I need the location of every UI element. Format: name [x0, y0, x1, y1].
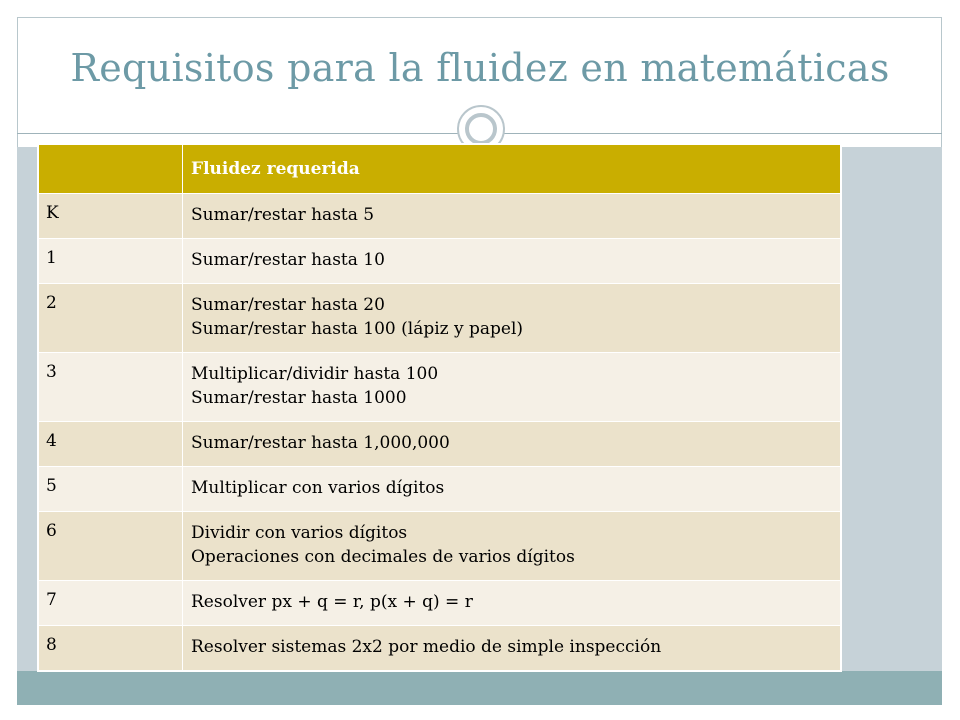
requirement-cell: [183, 239, 841, 284]
table-row: [39, 422, 841, 467]
requirement-line: Sumar/restar hasta 1,000,000: [191, 433, 450, 453]
requirement-line: Sumar/restar hasta 100 (lápiz y papel): [191, 319, 524, 339]
table-row: [39, 626, 841, 671]
grade-cell: 7: [39, 581, 183, 626]
requirement-cell: [183, 194, 841, 239]
table-row: [39, 512, 841, 581]
table-row: [39, 284, 841, 353]
bottom-band: [17, 671, 942, 705]
requirement-cell: [183, 512, 841, 581]
table-header-row: [39, 145, 841, 194]
decorative-ring-inner: [465, 113, 497, 145]
table-row: [39, 353, 841, 422]
grade-cell: 6: [39, 512, 183, 581]
slide-title: Requisitos para la fluidez en matemáticas: [70, 46, 890, 90]
header-fluency: Fluidez requerida: [183, 145, 841, 194]
requirement-line: Resolver sistemas 2x2 por medio de simple inspección: [191, 637, 662, 657]
requirement-line: Multiplicar con varios dígitos: [191, 478, 445, 498]
requirement-line: Resolver px + q = r, p(x + q) = r: [191, 592, 473, 612]
fluency-table: [38, 144, 841, 671]
table-row: [39, 239, 841, 284]
grade-cell: 1: [39, 239, 183, 284]
grade-cell: 3: [39, 353, 183, 422]
grade-cell: 8: [39, 626, 183, 671]
grade-cell: K: [39, 194, 183, 239]
requirement-line: Dividir con varios dígitos: [191, 523, 408, 543]
requirement-line: Sumar/restar hasta 10: [191, 250, 385, 270]
header-grade: [39, 145, 183, 194]
table-row: [39, 194, 841, 239]
grade-cell: 5: [39, 467, 183, 512]
requirement-cell: [183, 467, 841, 512]
table-row: [39, 581, 841, 626]
requirement-cell: [183, 353, 841, 422]
requirement-line: Sumar/restar hasta 20: [191, 295, 385, 315]
table-body: [39, 194, 841, 671]
requirement-line: Operaciones con decimales de varios dígitos: [191, 547, 575, 567]
requirement-cell: [183, 581, 841, 626]
requirement-cell: [183, 284, 841, 353]
requirement-cell: [183, 422, 841, 467]
grade-cell: 4: [39, 422, 183, 467]
requirement-cell: [183, 626, 841, 671]
grade-cell: 2: [39, 284, 183, 353]
requirement-line: Sumar/restar hasta 1000: [191, 388, 407, 408]
requirement-line: Sumar/restar hasta 5: [191, 205, 375, 225]
requirement-line: Multiplicar/dividir hasta 100: [191, 364, 439, 384]
table-row: [39, 467, 841, 512]
